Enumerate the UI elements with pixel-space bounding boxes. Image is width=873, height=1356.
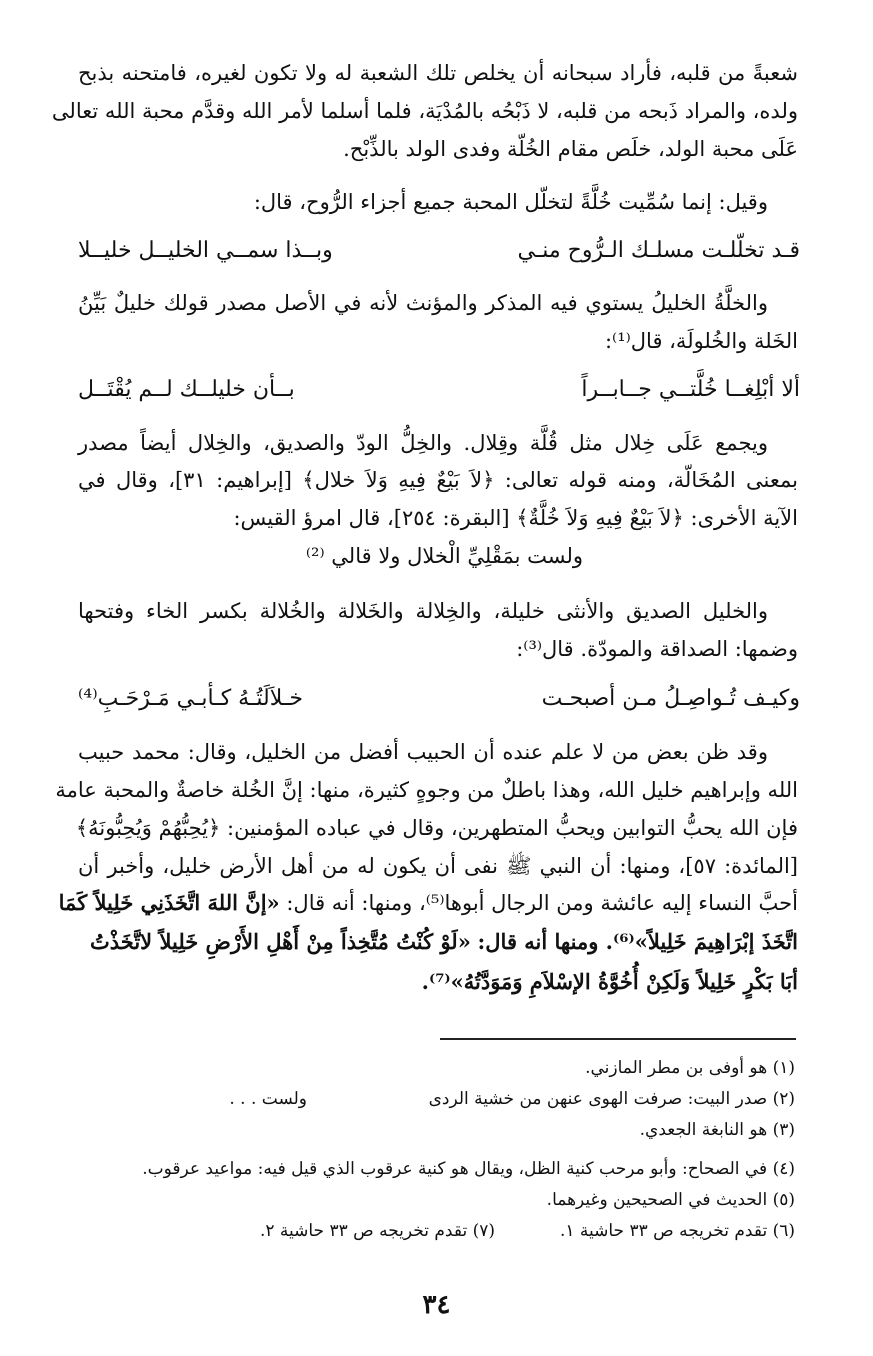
text-line: والخلَّةُ الخليلُ يستوي فيه المذكر والمؤنث لأنه في الأصل مصدر قولك خليلٌ بَيِّنُ xyxy=(78,291,768,315)
text-line: وقد ظن بعض من لا علم عنده أن الحبيب أفضل من الخليل، وقال: محمد حبيب xyxy=(78,740,768,764)
footnote: (٦) تقدم تخريجه ص ٣٣ حاشية ١. xyxy=(559,1221,795,1241)
text-line: الخَلة والخُلولَة، قال⁽¹⁾: xyxy=(604,329,798,353)
hadith-quote: «إنَّ اللهَ اتَّخَذَنِي خَلِيلاً كَمَا xyxy=(58,890,280,915)
footnote: (٣) هو النابغة الجعدي. xyxy=(639,1120,795,1140)
text-line: الآية الأخرى: ﴿لاَ بَيْعٌ فِيهِ وَلاَ خُلَّةٌ﴾ [البقرة: ٢٥٤]، قال امرؤ القيس: xyxy=(233,506,798,530)
footnote-continuation: ولست . . . xyxy=(229,1089,307,1109)
text-span: أحبَّ النساء إليه عائشة ومن الرجال أبوها⁽⁵⁾، ومنها: أنه قال: xyxy=(286,891,798,915)
hadith-quote: أبَا بَكْرٍ خَلِيلاً وَلَكِنْ أُخُوَّةُ الإسْلاَمِ وَمَوَدَّتُهُ»⁽⁷⁾. xyxy=(421,969,798,994)
text-line: شعبةً من قلبه، فأراد سبحانه أن يخلص تلك الشعبة له ولا تكون لغيره، فامتحنه بذبح xyxy=(78,61,798,85)
page-number: ٣٤ xyxy=(422,1290,451,1320)
text-line: وقيل: إنما سُمِّيت خُلَّةً لتخلّل المحبة جميع أجزاء الرُّوح، قال: xyxy=(253,190,768,214)
text-line-with-hadith xyxy=(58,888,798,918)
verse-second-hemistich: وبــذا سمــي الخليــل خليــلا xyxy=(78,238,333,263)
footnote: (١) هو أوفى بن مطر المازني. xyxy=(585,1058,795,1078)
quoted-verse-line: ولست بمَقْلِيِّ الْخلال ولا قالي ⁽²⁾ xyxy=(305,544,583,568)
text-line: والخليل الصديق والأنثى خليلة، والخِلالة والخَلالة والخُلالة بكسر الخاء وفتحها xyxy=(78,599,768,623)
text-line: الله وإبراهيم خليل الله، وهذا باطلٌ من وجوهٍ كثيرة، منها: إنَّ الخُلة خاصةٌ والمحبة عامة xyxy=(55,778,798,802)
verse-first-hemistich: وكيـف تُـواصِـلُ مـن أصبحـت xyxy=(541,686,800,711)
text-line: ولده، والمراد ذَبحه من قلبه، لا ذَبْحُه بالمُدْيَة، فلما أسلما لأمر الله وقدَّم محبة الله تعالى xyxy=(51,99,798,123)
text-line: عَلَى محبة الولد، خلَص مقام الخُلّة وفدى الولد بالذِّبْح. xyxy=(343,137,798,161)
text-line-with-hadith xyxy=(78,927,798,957)
footnote: (٤) في الصحاح: وأبو مرحب كنية الظل، ويقال هو كنية عرقوب الذي قيل فيه: مواعيد عرقوب. xyxy=(142,1159,795,1179)
text-line: فإن الله يحبُّ التوابين ويحبُّ المتطهرين، وقال في عباده المؤمنين: ﴿يُحِبُّهُمْ وَيُحِبُّونَهُ﴾ xyxy=(75,816,798,840)
hadith-quote: «لَوْ كُنْتُ مُتَّخِذاً مِنْ أَهْلِ الأَرْضِ خَلِيلاً لاتَّخَذْتُ xyxy=(89,929,471,954)
footnote: (٥) الحديث في الصحيحين وغيرهما. xyxy=(546,1190,795,1210)
footnote-separator xyxy=(440,1038,796,1040)
verse-second-hemistich: بــأن خليلــك لــم يُقْتَــل xyxy=(78,377,295,402)
footnote: (٧) تقدم تخريجه ص ٣٣ حاشية ٢. xyxy=(259,1221,495,1241)
hadith-quote: اتَّخَذَ إبْرَاهِيمَ خَلِيلاً»⁽⁶⁾. ومنها أنه قال: xyxy=(477,929,798,954)
footnote: (٢) صدر البيت: صرفت الهوى عنهن من خشية الردى xyxy=(428,1089,795,1109)
verse-second-hemistich: خـلاَلَتُـهُ كـأبـي مَـرْحَـبِ⁽⁴⁾ xyxy=(78,686,303,711)
verse-first-hemistich: قـد تخلّلـت مسلـك الـرُّوح منـي xyxy=(517,238,800,263)
text-line: وضمها: الصداقة والمودّة. قال⁽³⁾: xyxy=(516,637,798,661)
text-line: ويجمع عَلَى خِلال مثل قُلَّة وقِلال. والخِلُّ الودّ والصديق، والخِلال أيضاً مصدر xyxy=(78,431,768,455)
text-line: بمعنى المُخَالّة، ومنه قوله تعالى: ﴿لاَ بَيْعٌ فِيهِ وَلاَ خلال﴾ [إبراهيم: ٣١]، وقال في xyxy=(78,468,799,492)
text-line: [المائدة: ٥٧]، ومنها: أن النبي ﷺ نفى أن يكون له من أهل الأرض خليل، وأخبر أن xyxy=(78,854,798,878)
verse-first-hemistich: ألا أبْلِغــا خُلَّتــي جــابــراً xyxy=(581,377,800,402)
